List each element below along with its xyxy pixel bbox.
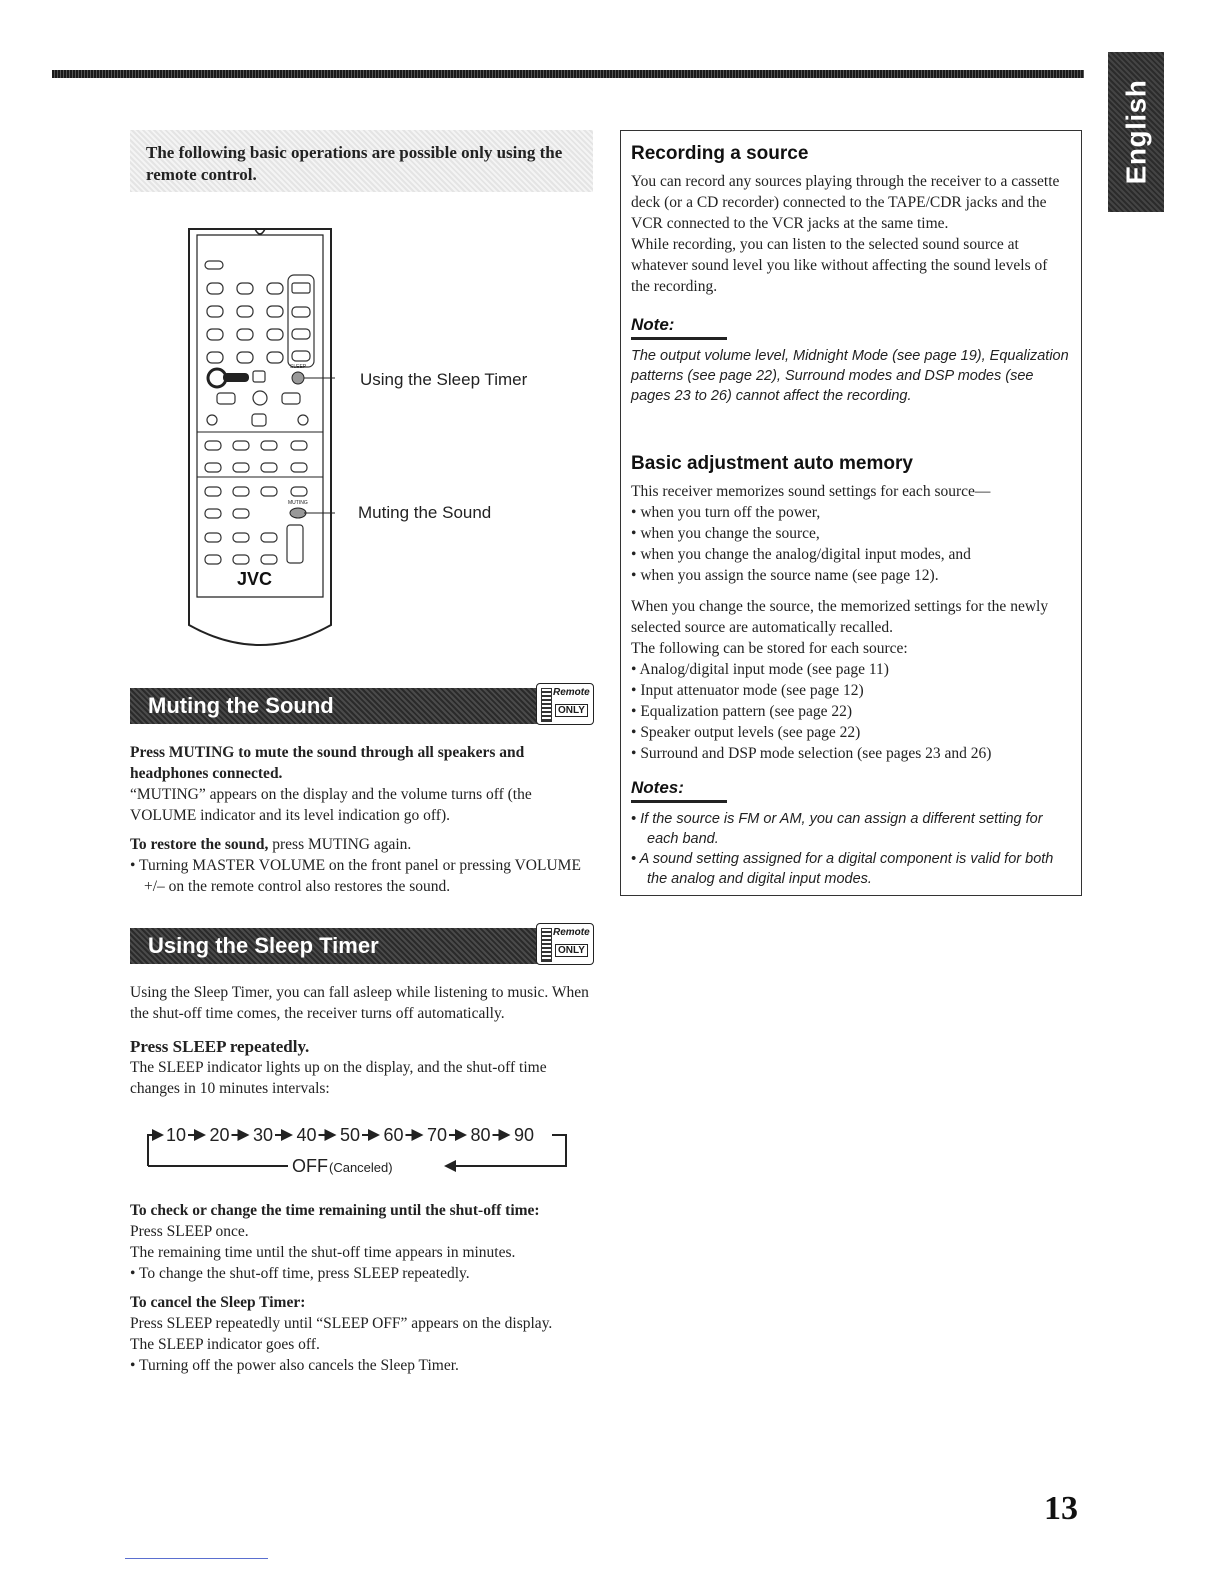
sleep-cancel-line1: Press SLEEP repeatedly until “SLEEP OFF” appears on the display.: [130, 1315, 553, 1332]
muting-restore: [130, 834, 590, 855]
memory-para3: The following can be stored for each source:: [631, 640, 908, 657]
memory-notes: [631, 809, 1069, 889]
right-info-box: [620, 130, 1082, 896]
sleep-off-label: OFF: [292, 1156, 328, 1176]
muting-bullets: [130, 855, 590, 897]
recording-section: [631, 143, 1069, 406]
memory-list2: [631, 659, 1069, 764]
sleep-cancel-heading: To cancel the Sleep Timer:: [130, 1294, 306, 1311]
recording-title: Recording a source: [631, 143, 809, 164]
memory-list2-item: • Speaker output levels (see page 22): [631, 722, 1069, 743]
memory-list1-item: • when you assign the source name (see page 12).: [631, 565, 1069, 586]
sleep-details: [130, 1200, 595, 1376]
sleep-body: [130, 982, 590, 1099]
memory-list2-item: • Surround and DSP mode selection (see pages 23 and 26): [631, 743, 1069, 764]
restore-heading: To restore the sound,: [130, 836, 269, 853]
remote-muting-label: MUTING: [288, 500, 308, 506]
note-underline: [631, 800, 727, 803]
callout-muting: Muting the Sound: [358, 503, 492, 522]
note-underline: [631, 337, 727, 340]
sleep-check-line1: Press SLEEP once.: [130, 1223, 249, 1240]
remote-brand-logo: JVC: [237, 569, 273, 589]
muting-section-title: Muting the Sound: [130, 688, 540, 724]
memory-list1-item: • when you change the source,: [631, 523, 1069, 544]
sleep-cancel-bullets: [130, 1355, 595, 1376]
memory-title: Basic adjustment auto memory: [631, 453, 913, 474]
notice-text: The following basic operations are possible only using the remote control.: [146, 143, 563, 184]
sleep-section-title: Using the Sleep Timer: [130, 928, 540, 964]
memory-list2-item: • Equalization pattern (see page 22): [631, 701, 1069, 722]
memory-list1: [631, 502, 1069, 586]
badge-only-label: ONLY: [555, 704, 588, 717]
page-number: 13: [1044, 1490, 1078, 1527]
sleep-interval-value: 40: [296, 1125, 317, 1145]
callout-sleep-timer: Using the Sleep Timer: [360, 370, 528, 389]
memory-intro: This receiver memorizes sound settings for each source—: [631, 483, 991, 500]
sleep-intro: Using the Sleep Timer, you can fall asleep while listening to music. When the shut-off time comes, the receiver turns off automatically.: [130, 984, 589, 1022]
memory-notes-title: Notes:: [631, 778, 684, 797]
sleep-cancel-line2: The SLEEP indicator goes off.: [130, 1336, 320, 1353]
sleep-sequence-diagram: [140, 1120, 580, 1180]
sleep-cancel-bullet: • Turning off the power also cancels the Sleep Timer.: [130, 1355, 595, 1376]
memory-list1-item: • when you change the analog/digital input modes, and: [631, 544, 1069, 565]
sleep-check-bullet: • To change the shut-off time, press SLEEP repeatedly.: [130, 1263, 595, 1284]
recording-para2: While recording, you can listen to the selected sound source at whatever sound level you like without affecting the sound levels of the recording.: [631, 236, 1048, 295]
memory-section: [631, 453, 1069, 889]
recording-note-text: The output volume level, Midnight Mode (see page 19), Equalization patterns (see page 22), Surround modes and DSP modes (see pages 23 to 26) cannot affect the recording.: [631, 348, 1069, 404]
sleep-check-heading: To check or change the time remaining until the shut-off time:: [130, 1202, 540, 1219]
remote-icon: [541, 928, 552, 962]
top-rule: [52, 70, 1084, 78]
badge-remote-label: Remote: [553, 687, 590, 698]
sleep-interval-value: 10: [166, 1125, 187, 1145]
memory-list1-item: • when you turn off the power,: [631, 502, 1069, 523]
sleep-interval-value: 30: [253, 1125, 274, 1145]
sleep-check-bullets: [130, 1263, 595, 1284]
sleep-interval-value: 90: [514, 1125, 535, 1145]
sleep-press-text: The SLEEP indicator lights up on the display, and the shut-off time changes in 10 minutes intervals:: [130, 1059, 547, 1097]
memory-list2-item: • Analog/digital input mode (see page 11): [631, 659, 1069, 680]
muting-description: “MUTING” appears on the display and the volume turns off (the VOLUME indicator and its level indication go off).: [130, 786, 532, 824]
sleep-off-note: (Canceled): [329, 1160, 393, 1175]
sleep-interval-value: 50: [340, 1125, 361, 1145]
remote-sleep-label: SLEEP: [290, 364, 307, 370]
sleep-interval-value: 80: [470, 1125, 491, 1145]
badge-only-label: ONLY: [555, 944, 588, 957]
badge-remote-label: Remote: [553, 927, 590, 938]
memory-para2: When you change the source, the memorized settings for the newly selected source are automatically recalled.: [631, 598, 1049, 636]
sleep-press-heading: Press SLEEP repeatedly.: [130, 1037, 310, 1056]
remote-only-badge-2: [536, 923, 594, 965]
recording-para1: You can record any sources playing through the receiver to a cassette deck (or a CD recorder) connected to the TAPE/CDR jacks and the VCR connected to the VCR jacks at the same time.: [631, 173, 1060, 232]
recording-note-title: Note:: [631, 315, 675, 334]
muting-bullet: • Turning MASTER VOLUME on the front panel or pressing VOLUME +/– on the remote control also restores the sound.: [130, 855, 590, 897]
muting-body: [130, 742, 590, 897]
language-tab: [1108, 52, 1164, 212]
muting-instruction: Press MUTING to mute the sound through all speakers and headphones connected.: [130, 744, 525, 782]
remote-only-notice: [130, 130, 593, 192]
footer-line: [125, 1558, 268, 1559]
memory-note-item: • If the source is FM or AM, you can assign a different setting for each band.: [631, 809, 1069, 849]
restore-text: press MUTING again.: [268, 836, 412, 853]
language-tab-label: English: [1120, 79, 1151, 185]
sleep-interval-value: 60: [383, 1125, 404, 1145]
memory-note-item: • A sound setting assigned for a digital component is valid for both the analog and digital input modes.: [631, 849, 1069, 889]
remote-only-badge: [536, 683, 594, 725]
sleep-interval-value: 70: [427, 1125, 448, 1145]
sleep-interval-value: 20: [209, 1125, 230, 1145]
sleep-check-line2: The remaining time until the shut-off time appears in minutes.: [130, 1244, 516, 1261]
remote-icon: [541, 688, 552, 722]
remote-control-illustration: [185, 225, 335, 655]
memory-list2-item: • Input attenuator mode (see page 12): [631, 680, 1069, 701]
